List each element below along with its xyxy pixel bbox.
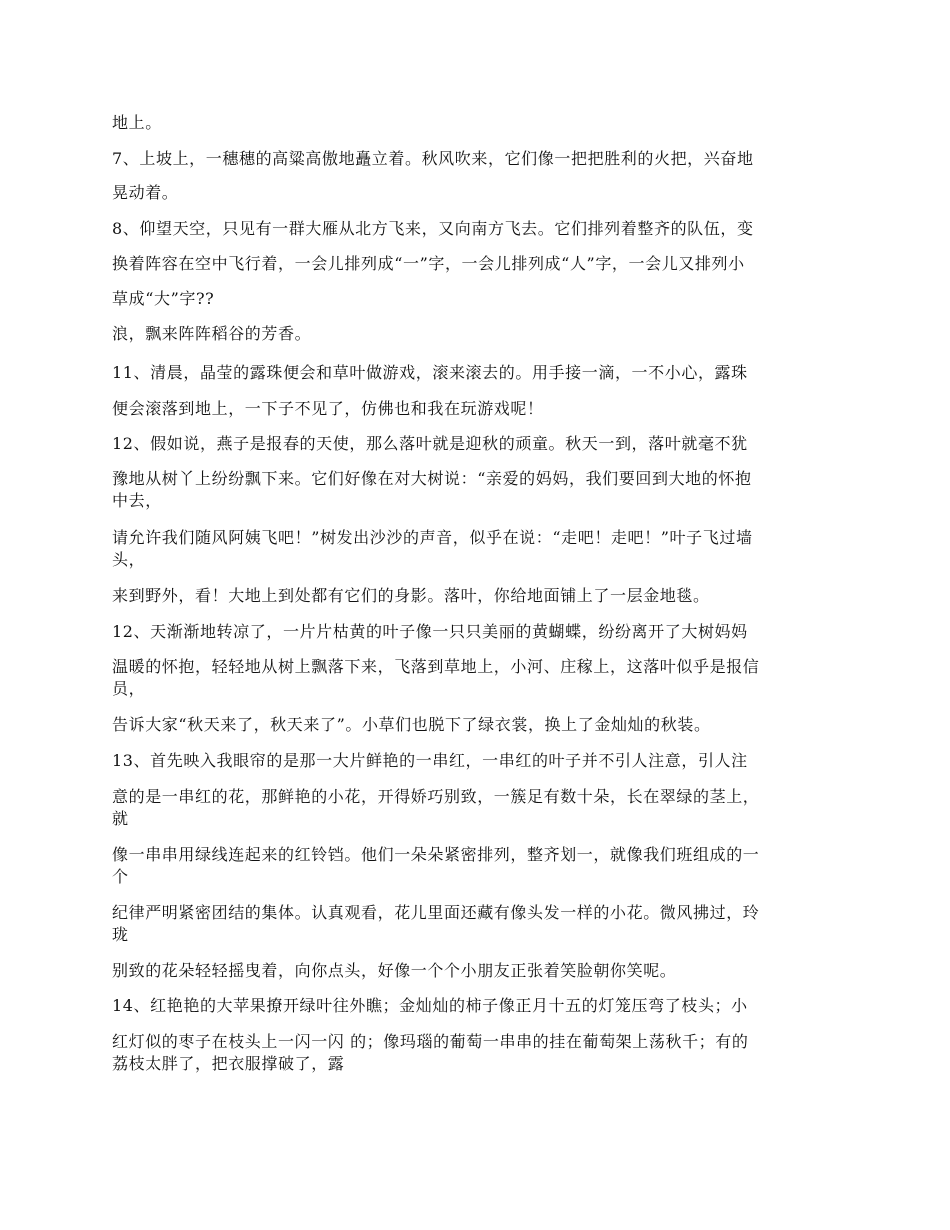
text-line: 珑 <box>112 925 129 944</box>
text-line: 来到野外，看！大地上到处都有它们的身影。落叶，你给地面铺上了一层金地毯。 <box>112 586 710 605</box>
text-line: 豫地从树丫上纷纷飘下来。它们好像在对大树说：“亲爱的妈妈，我们要回到大地的怀抱 <box>112 469 752 488</box>
text-line: 地上。 <box>112 113 162 132</box>
text-line: 13、首先映入我眼帘的是那一大片鲜艳的一串红，一串红的叶子并不引人注意，引人注 <box>112 751 748 770</box>
text-line: 意的是一串红的花，那鲜艳的小花，开得娇巧别致，一簇足有数十朵，长在翠绿的茎上， <box>112 787 760 806</box>
text-line: 别致的花朵轻轻摇曳着，向你点头，好像一个个小朋友正张着笑脸朝你笑呢。 <box>112 961 677 980</box>
text-line: 7、上坡上，一穗穗的高粱高傲地矗立着。秋风吹来，它们像一把把胜利的火把，兴奋地 <box>112 149 754 168</box>
text-line: 红灯似的枣子在枝头上一闪一闪 的；像玛瑙的葡萄一串串的挂在葡萄架上荡秋千；有的 <box>112 1032 749 1051</box>
text-line: 14、红艳艳的大苹果撩开绿叶往外瞧；金灿灿的柿子像正月十五的灯笼压弯了枝头；小 <box>112 996 748 1015</box>
text-line: 浪，飘来阵阵稻谷的芳香。 <box>112 324 312 343</box>
text-line: 8、仰望天空，只见有一群大雁从北方飞来，又向南方飞去。它们排列着整齐的队伍，变 <box>112 219 754 238</box>
text-line: 就 <box>112 809 129 828</box>
text-line: 中去， <box>112 491 162 510</box>
text-line: 员， <box>112 679 146 698</box>
text-line: 12、天渐渐地转凉了，一片片枯黄的叶子像一只只美丽的黄蝴蝶，纷纷离开了大树妈妈 <box>112 622 748 641</box>
text-line: 11、清晨，晶莹的露珠便会和草叶做游戏，滚来滚去的。用手接一滴，一不小心，露珠 <box>112 363 748 382</box>
text-line: 草成“大”字?? <box>112 289 215 308</box>
text-line: 头， <box>112 550 146 569</box>
text-line: 纪律严明紧密团结的集体。认真观看，花儿里面还藏有像头发一样的小花。微风拂过，玲 <box>112 903 760 922</box>
text-line: 告诉大家“秋天来了，秋天来了”。小草们也脱下了绿衣裳，换上了金灿灿的秋装。 <box>112 715 711 734</box>
text-line: 温暖的怀抱，轻轻地从树上飘落下来，飞落到草地上，小河、庄稼上，这落叶似乎是报信 <box>112 657 760 676</box>
text-line: 换着阵容在空中飞行着，一会儿排列成“一”字，一会儿排列成“人”字，一会儿又排列小 <box>112 254 745 273</box>
text-line: 个 <box>112 867 129 886</box>
text-line: 12、假如说，燕子是报春的天使，那么落叶就是迎秋的顽童。秋天一到，落叶就毫不犹 <box>112 434 748 453</box>
text-line: 荔枝太胖了，把衣服撑破了，露 <box>112 1054 345 1073</box>
text-line: 像一串串用绿线连起来的红铃铛。他们一朵朵紧密排列，整齐划一，就像我们班组成的一 <box>112 845 760 864</box>
text-line: 晃动着。 <box>112 183 179 202</box>
text-line: 便会滚落到地上，一下子不见了，仿佛也和我在玩游戏呢！ <box>112 399 544 418</box>
text-line: 请允许我们随风阿姨飞吧！”树发出沙沙的声音，似乎在说：“走吧！走吧！”叶子飞过墙 <box>112 528 753 547</box>
